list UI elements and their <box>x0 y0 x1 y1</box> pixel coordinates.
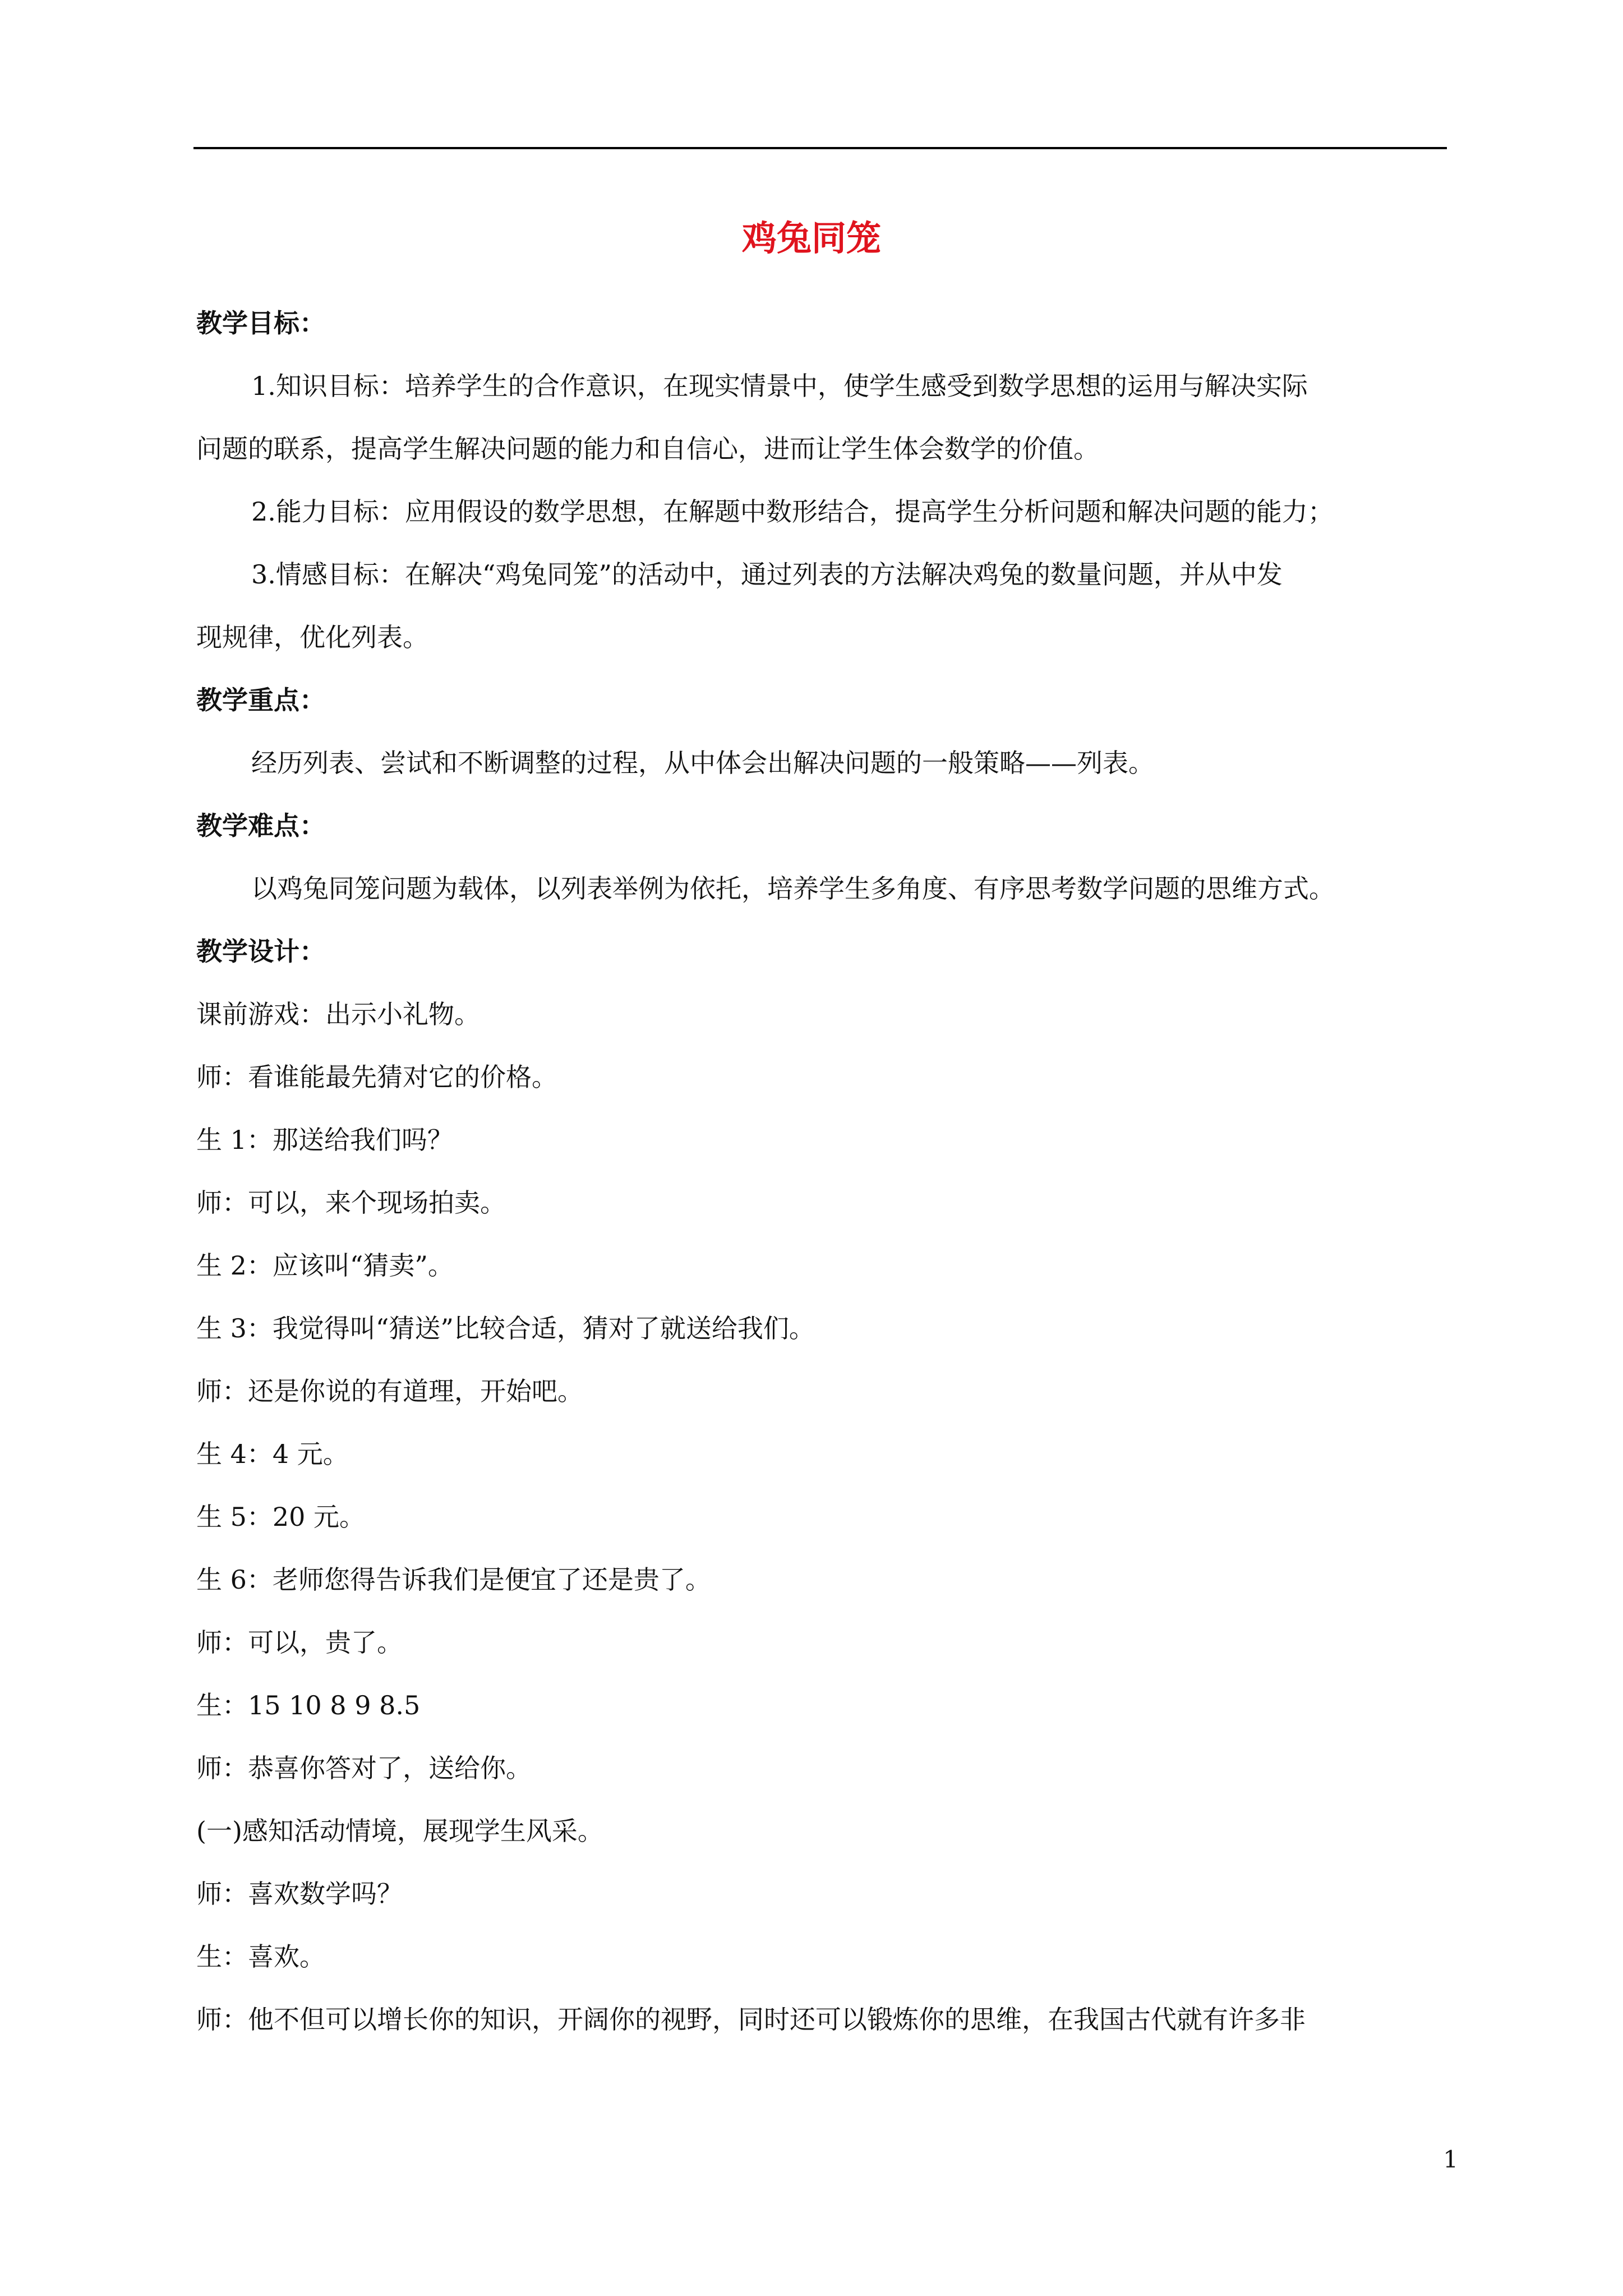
paragraph-line: 生 1：那送给我们吗？ <box>196 1125 453 1155</box>
paragraph-line: 师：恭喜你答对了，送给你。 <box>196 1753 532 1783</box>
paragraph-line: 1.知识目标：培养学生的合作意识，在现实情景中，使学生感受到数学思想的运用与解决实际 <box>251 371 1308 401</box>
document-title: 鸡兔同笼 <box>741 218 881 259</box>
paragraph-line: 师：可以，来个现场拍卖。 <box>196 1188 506 1218</box>
paragraph-line: 课前游戏：出示小礼物。 <box>196 999 480 1029</box>
paragraph-line: 生 4：4 元。 <box>196 1439 349 1469</box>
paragraph-line: 现规律，优化列表。 <box>196 622 428 652</box>
header-rule <box>193 147 1447 149</box>
section-heading: 教学重点： <box>196 685 325 715</box>
paragraph-line: 经历列表、尝试和不断调整的过程，从中体会出解决问题的一般策略——列表。 <box>251 748 1154 778</box>
paragraph-line: 生 6：老师您得告诉我们是便宜了还是贵了。 <box>196 1565 711 1595</box>
section-heading: 教学目标： <box>196 308 325 338</box>
section-heading: 教学设计： <box>196 936 325 967</box>
paragraph-line: 以鸡兔同笼问题为载体，以列表举例为依托，培养学生多角度、有序思考数学问题的思维方式。 <box>251 873 1335 904</box>
section-heading: 教学难点： <box>196 811 325 841</box>
paragraph-line: 师：还是你说的有道理，开始吧。 <box>196 1376 583 1406</box>
paragraph-line: 师：他不但可以增长你的知识，开阔你的视野，同时还可以锻炼你的思维，在我国古代就有许多非 <box>196 2004 1306 2035</box>
paragraph-line: 3.情感目标：在解决“鸡兔同笼”的活动中，通过列表的方法解决鸡兔的数量问题，并从中发 <box>251 559 1283 590</box>
paragraph-line: 师：喜欢数学吗？ <box>196 1879 403 1909</box>
paragraph-line: 生 3：我觉得叫“猜送”比较合适，猜对了就送给我们。 <box>196 1313 815 1343</box>
paragraph-line: (一)感知活动情境，展现学生风采。 <box>196 1816 603 1846</box>
paragraph-line: 师：可以，贵了。 <box>196 1627 403 1658</box>
paragraph-line: 生：15 10 8 9 8.5 <box>196 1690 421 1720</box>
paragraph-line: 2.能力目标：应用假设的数学思想，在解题中数形结合，提高学生分析问题和解决问题的能力； <box>251 496 1334 527</box>
paragraph-line: 生 2：应该叫“猜卖”。 <box>196 1250 454 1281</box>
page-number: 1 <box>1443 2146 1458 2173</box>
paragraph-line: 师：看谁能最先猜对它的价格。 <box>196 1062 557 1092</box>
paragraph-line: 问题的联系，提高学生解决问题的能力和自信心，进而让学生体会数学的价值。 <box>196 434 1099 464</box>
paragraph-line: 生：喜欢。 <box>196 1941 325 1972</box>
paragraph-line: 生 5：20 元。 <box>196 1502 366 1532</box>
document-body <box>196 292 1450 2051</box>
